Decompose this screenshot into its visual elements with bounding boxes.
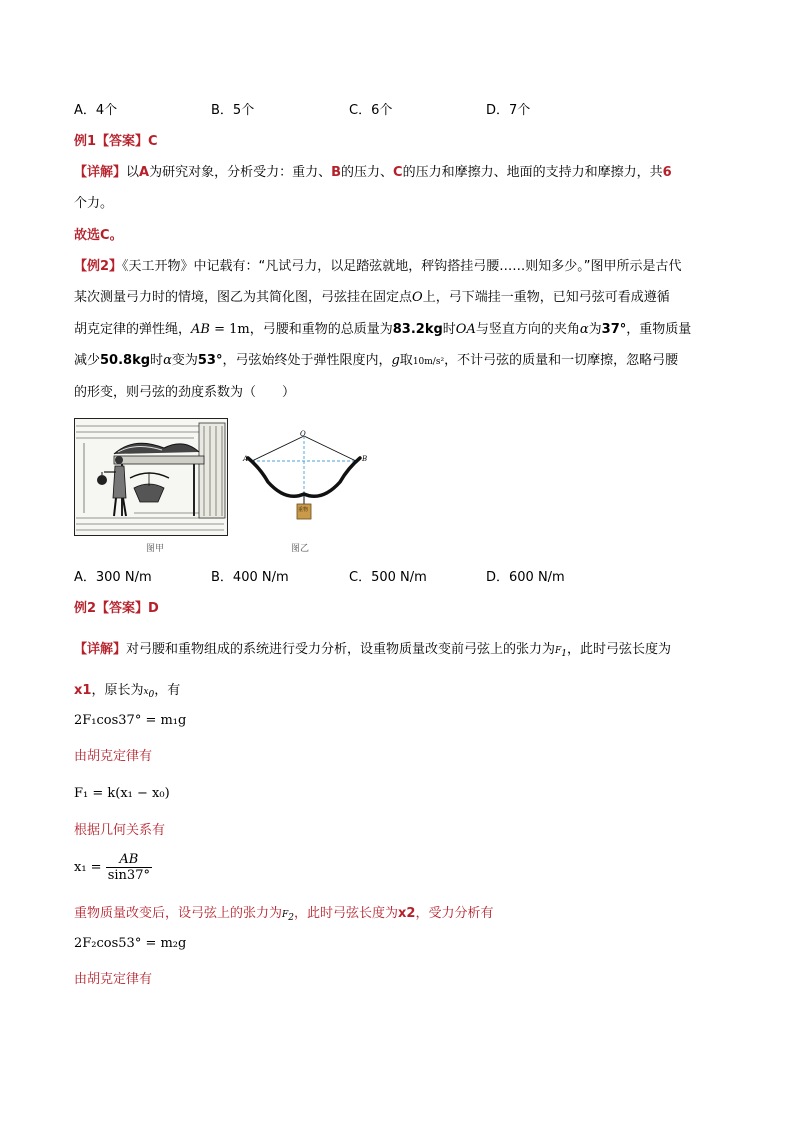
ex2-g-value: 10m/s² [412,357,445,367]
ex2-point-o: O [412,290,423,305]
ex2-text: 减少 [74,353,101,368]
fig2-label-o: O [300,430,306,438]
ex2-option-c: C．500 N/m [349,570,427,585]
ex2-detail-text: ，此时弓弦长度为 [567,642,672,657]
ex2-text: 时 [442,322,456,337]
ex2-g: g [391,353,400,368]
ex2-text: 时 [150,353,164,368]
ex2-f2-sub: 2 [288,912,294,923]
ex1-detail-text: 以 [126,165,140,180]
ex2-answer-value: D [148,601,159,616]
ex1-conclusion-choice: C [100,228,110,243]
ex2-tag: 【例2】 [74,259,123,274]
ex2-x0-sub: 0 [148,689,155,700]
ex1-answer [74,132,158,152]
ex2-ab: AB [191,322,210,337]
q1-option-b: B．5个 [211,103,255,118]
hooke-law-label-2: 由胡克定律有 [74,972,153,987]
ex2-detail-text: ，有 [154,683,181,698]
equation-3-fraction [106,852,152,883]
fig2-label-a: A [243,455,249,463]
equation-3 [74,852,152,883]
ex2-text: 取 [399,353,413,368]
ex2-x0-symbol: x [143,687,149,697]
ex2-x2: x2 [398,906,416,921]
ex1-conclusion [74,226,123,246]
ex2-answer [74,599,159,619]
ex2-text: 胡克定律的弹性绳， [74,322,192,337]
ex1-detail-text: 的压力和摩擦力、地面的支持力和摩擦力，共 [402,165,663,180]
ex2-f1 [555,646,568,659]
ex2-ab-value: = 1m [209,322,250,337]
ex1-answer-prefix: 例1【答案】 [74,134,149,149]
ex2-oa: OA [455,322,476,337]
ex2-detail-text: 重物质量改变后，设弓弦上的张力为 [74,906,283,921]
ex1-detail-b: B [331,165,342,180]
ex2-detail-tag: 【详解】 [74,642,127,657]
ex2-f2-symbol: F [282,910,289,920]
equation-2: F₁ = k(x₁ − x₀) [74,786,170,801]
ex2-question-line5: 的形变，则弓弦的劲度系数为（ ） [74,385,296,400]
woodcut-illustration-icon [74,418,228,536]
ex2-question-text: 《天工开物》中记载有：“凡试弓力，以足踏弦就地，秤钩搭挂弓腰……则知多少。”图甲所示是古代 [122,259,682,274]
q1-option-d: D．7个 [486,103,531,118]
ex1-detail-line2: 个力。 [74,196,114,211]
ex2-option-b: B．400 N/m [211,570,289,585]
ex2-text: ，弓腰和重物的总质量为 [249,322,393,337]
ex2-detail-line3 [74,904,493,928]
ex2-detail-line2 [74,681,180,705]
ex2-alpha: α [163,353,172,368]
ex2-f1-symbol: F [555,646,562,656]
ex1-detail-c: C [393,165,403,180]
ex1-detail-tag: 【详解】 [74,165,127,180]
ex2-text: 上，弓下端挂一重物，已知弓弦可看成遵循 [422,290,670,305]
ex1-detail-line1 [74,163,672,183]
figure-jia-caption: 图甲 [146,544,165,554]
equation-3-numerator: AB [106,852,152,868]
ex2-question-line1 [74,257,682,277]
figure-yi-caption: 图乙 [291,544,310,554]
ex1-detail-a: A [139,165,150,180]
ex2-question-line3 [74,320,691,340]
q1-option-a: A．4个 [74,103,118,118]
ex2-angle1: 37° [601,322,627,337]
ex1-conclusion-end: 。 [109,228,123,243]
ex1-detail-count: 6 [662,165,672,180]
ex1-answer-value: C [148,134,158,149]
ex2-text: 某次测量弓力时的情境，图乙为其简化图，弓弦挂在固定点 [74,290,413,305]
ex2-option-a: A．300 N/m [74,570,152,585]
equation-3-denominator: sin37° [107,868,150,883]
ex2-answer-prefix: 例2【答案】 [74,601,149,616]
ex2-detail-text: ，原长为 [91,683,144,698]
bow-diagram-icon [238,428,378,528]
q1-option-c: C．6个 [349,103,393,118]
ex1-detail-text: 为研究对象，分析受力：重力、 [149,165,332,180]
ex2-text: ，弓弦始终处于弹性限度内， [222,353,392,368]
ex2-angle2: 53° [197,353,223,368]
ex2-question-line4 [74,351,678,372]
ex2-mass-diff: 50.8kg [100,353,151,368]
ex2-text: ，不计弓弦的质量和一切摩擦，忽略弓腰 [444,353,679,368]
equation-3-lhs: x₁ = [74,860,102,875]
ex2-text: 变为 [171,353,198,368]
ex2-alpha: α [579,322,589,337]
fig2-weight-label: 重物 [298,507,309,513]
ex2-detail-text: ，受力分析有 [415,906,494,921]
ex1-conclusion-text: 故选 [74,228,101,243]
ex2-f1-sub: 1 [561,648,568,659]
ex2-x1: x1 [74,683,92,698]
ex2-option-d: D．600 N/m [486,570,565,585]
ex1-detail-text: 的压力、 [341,165,394,180]
figure-yi [238,428,378,528]
ex2-text: 为 [588,322,602,337]
hooke-law-label-1: 由胡克定律有 [74,749,153,764]
ex2-text: 与竖直方向的夹角 [475,322,580,337]
equation-1: 2F₁cos37° = m₁g [74,713,187,728]
ex2-detail-text: ，此时弓弦长度为 [294,906,399,921]
equation-4: 2F₂cos53° = m₂g [74,936,187,951]
fig2-label-b: B [362,455,368,463]
ex2-x0 [143,687,155,700]
ex2-f2 [282,910,294,923]
ex2-mass1: 83.2kg [392,322,443,337]
ex2-detail-text: 对弓腰和重物组成的系统进行受力分析，设重物质量改变前弓弦上的张力为 [126,642,556,657]
figure-jia [74,418,228,536]
ex2-detail-line1 [74,640,671,664]
ex2-text: ，重物质量 [626,322,692,337]
geometry-label: 根据几何关系有 [74,823,166,838]
ex2-question-line2 [74,288,670,308]
